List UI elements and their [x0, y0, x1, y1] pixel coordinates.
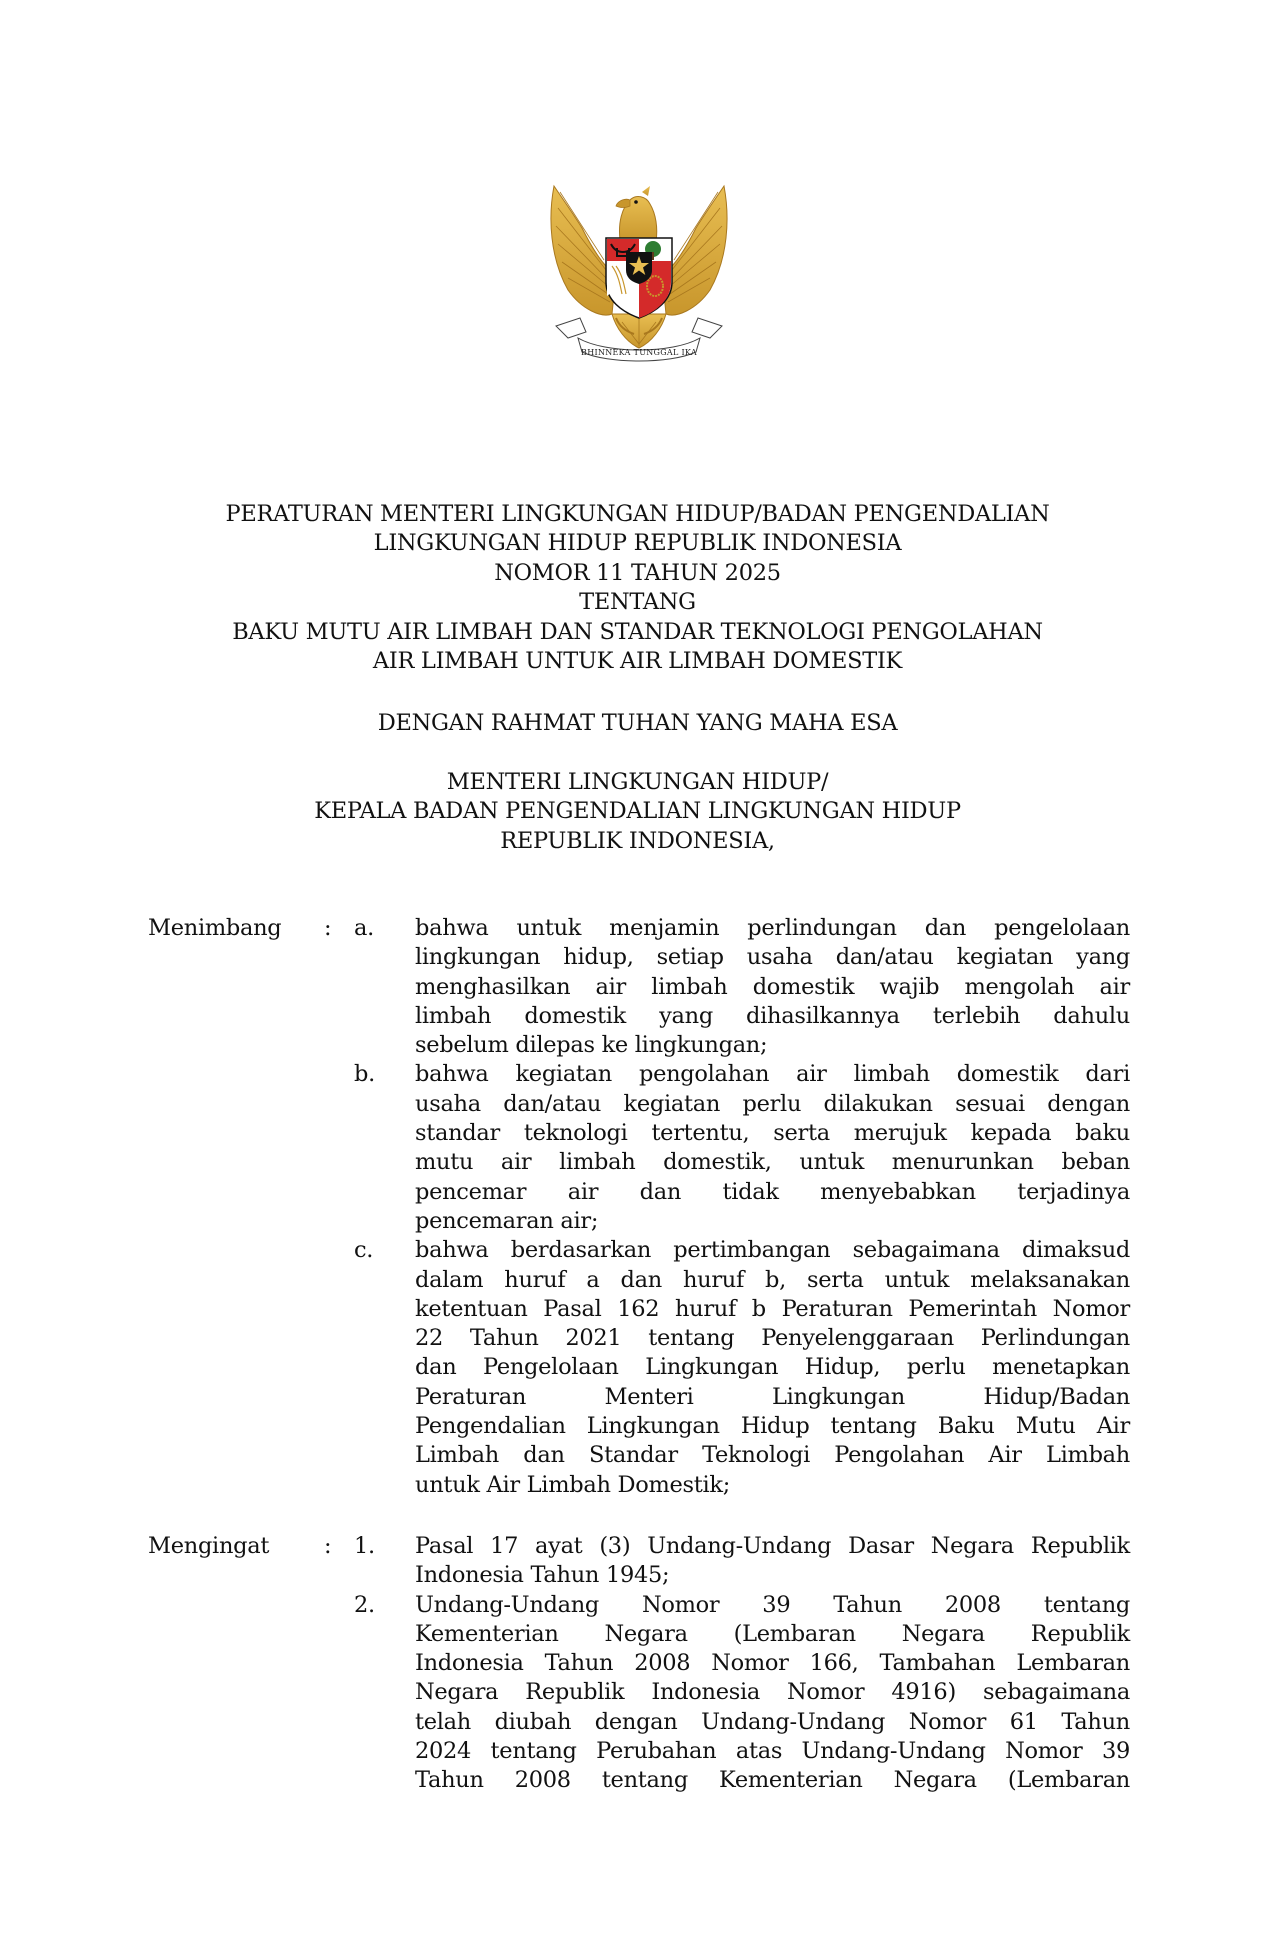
- mengingat-section: [148, 1532, 1130, 1796]
- item-marker: c.: [354, 1237, 374, 1264]
- text-line: 2024 tentang Perubahan atas Undang-Undang Nomor 39: [415, 1738, 1130, 1765]
- menimbang-section: [148, 914, 1130, 1500]
- section-label: Mengingat: [148, 1533, 270, 1559]
- text-line: pencemar air dan tidak menyebabkan terjadinya: [415, 1178, 1130, 1205]
- text-line: Tahun 2008 tentang Kementerian Negara (Lembaran: [415, 1767, 1130, 1794]
- issuer-line: REPUBLIK INDONESIA,: [500, 827, 775, 854]
- section-colon: :: [324, 915, 332, 941]
- text-line: Kementerian Negara (Lembaran Negara Republik: [415, 1620, 1130, 1647]
- text-line: ketentuan Pasal 162 huruf b Peraturan Pemerintah Nomor: [415, 1295, 1130, 1322]
- text-line: lingkungan hidup, setiap usaha dan/atau kegiatan yang: [415, 944, 1130, 971]
- invocation: [150, 709, 1125, 738]
- text-line: standar teknologi tertentu, serta merujuk kepada baku: [415, 1120, 1130, 1147]
- item-marker: 2.: [354, 1591, 375, 1618]
- text-line: Indonesia Tahun 1945;: [415, 1562, 670, 1589]
- text-line: dalam huruf a dan huruf b, serta untuk melaksanakan: [415, 1266, 1130, 1293]
- text-line: Indonesia Tahun 2008 Nomor 166, Tambahan Lembaran: [415, 1650, 1130, 1677]
- issuer-line: MENTERI LINGKUNGAN HIDUP/: [446, 769, 829, 795]
- item-text: [415, 1532, 1130, 1591]
- title-subject-line: BAKU MUTU AIR LIMBAH DAN STANDAR TEKNOLOGI PENGOLAHAN: [232, 618, 1043, 645]
- item-text: [415, 1060, 1130, 1236]
- text-line: menghasilkan air limbah domestik wajib mengolah air: [415, 973, 1130, 1000]
- garuda-emblem-icon: [546, 178, 732, 368]
- item-text: [415, 1591, 1130, 1796]
- title-line: PERATURAN MENTERI LINGKUNGAN HIDUP/BADAN PENGENDALIAN: [225, 501, 1050, 527]
- text-line: bahwa berdasarkan pertimbangan sebagaimana dimaksud: [415, 1237, 1130, 1264]
- text-line: Peraturan Menteri Lingkungan Hidup/Badan: [415, 1383, 1130, 1410]
- section-label: Menimbang: [148, 915, 282, 941]
- text-line: Pasal 17 ayat (3) Undang-Undang Dasar Negara Republik: [415, 1533, 1130, 1559]
- item-marker: b.: [354, 1061, 375, 1088]
- item-marker: 1.: [354, 1533, 375, 1559]
- consideration-item: [148, 1236, 1130, 1500]
- text-line: sebelum dilepas ke lingkungan;: [415, 1032, 768, 1059]
- text-line: bahwa untuk menjamin perlindungan dan pengelolaan: [415, 915, 1130, 941]
- consideration-item: [148, 914, 1130, 1060]
- item-text: [415, 1236, 1130, 1500]
- text-line: limbah domestik yang dihasilkannya terlebih dahulu: [415, 1002, 1130, 1029]
- text-line: mutu air limbah domestik, untuk menurunkan beban: [415, 1149, 1130, 1176]
- text-line: Negara Republik Indonesia Nomor 4916) sebagaimana: [415, 1679, 1130, 1706]
- text-line: Limbah dan Standar Teknologi Pengolahan Air Limbah: [415, 1442, 1130, 1469]
- text-line: untuk Air Limbah Domestik;: [415, 1471, 731, 1498]
- text-line: usaha dan/atau kegiatan perlu dilakukan sesuai dengan: [415, 1090, 1130, 1117]
- svg-text:BHINNEKA TUNGGAL IKA: BHINNEKA TUNGGAL IKA: [581, 348, 697, 357]
- section-colon: :: [324, 1533, 332, 1559]
- item-marker: a.: [354, 915, 374, 941]
- legal-basis-item: [148, 1532, 1130, 1591]
- title-tentang: TENTANG: [579, 589, 696, 616]
- legal-basis-item: [148, 1591, 1130, 1796]
- text-line: Undang-Undang Nomor 39 Tahun 2008 tentang: [415, 1591, 1130, 1618]
- item-text: [415, 914, 1130, 1060]
- text-line: 22 Tahun 2021 tentang Penyelenggaraan Perlindungan: [415, 1325, 1130, 1352]
- invocation-text: DENGAN RAHMAT TUHAN YANG MAHA ESA: [377, 710, 898, 736]
- title-number: NOMOR 11 TAHUN 2025: [494, 559, 781, 586]
- title-line: LINGKUNGAN HIDUP REPUBLIK INDONESIA: [373, 530, 902, 557]
- issuer-line: KEPALA BADAN PENGENDALIAN LINGKUNGAN HIDUP: [314, 798, 961, 825]
- text-line: telah diubah dengan Undang-Undang Nomor 61 Tahun: [415, 1708, 1130, 1735]
- title-subject-line: AIR LIMBAH UNTUK AIR LIMBAH DOMESTIK: [372, 648, 903, 675]
- text-line: Pengendalian Lingkungan Hidup tentang Baku Mutu Air: [415, 1413, 1130, 1440]
- regulation-title: [150, 500, 1125, 676]
- text-line: bahwa kegiatan pengolahan air limbah domestik dari: [415, 1061, 1130, 1088]
- text-line: pencemaran air;: [415, 1207, 599, 1234]
- text-line: dan Pengelolaan Lingkungan Hidup, perlu menetapkan: [415, 1354, 1130, 1381]
- consideration-item: [148, 1060, 1130, 1236]
- issuer-heading: [150, 768, 1125, 856]
